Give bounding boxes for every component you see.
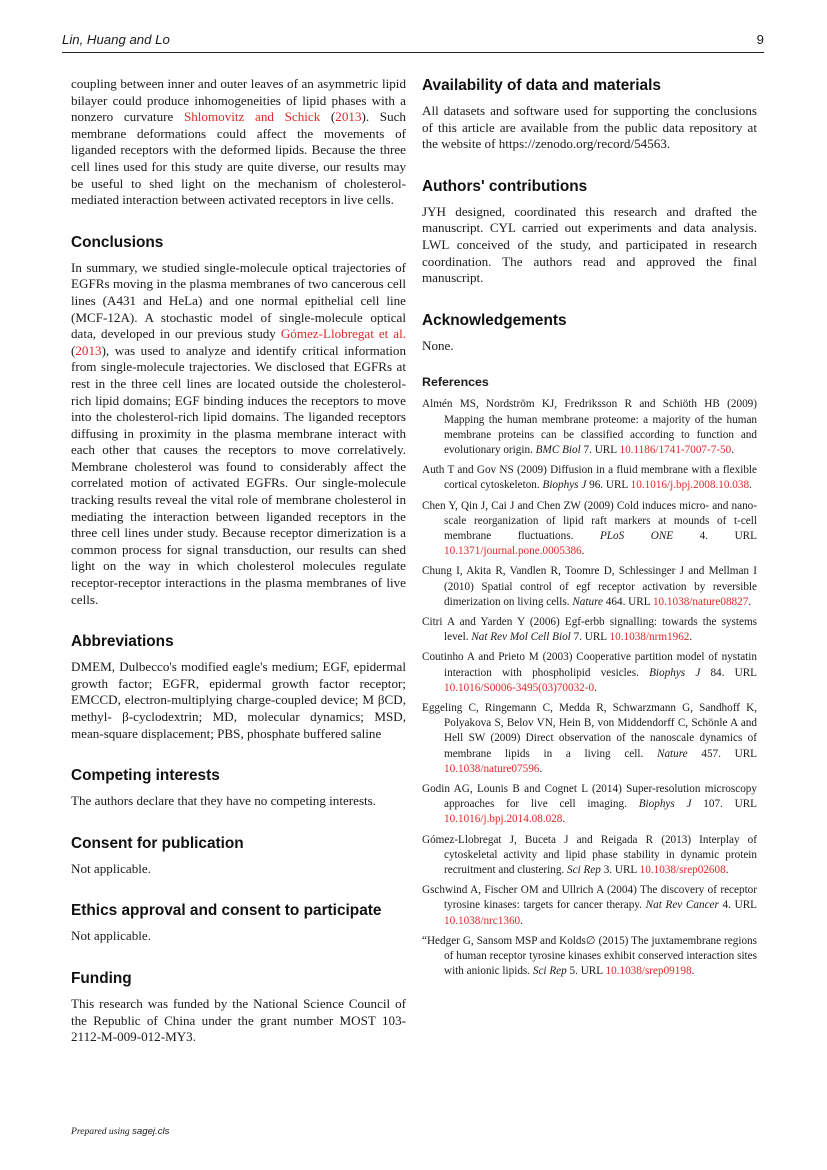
reference-journal: Nat Rev Cancer <box>645 899 719 912</box>
reference-text: . <box>689 631 693 644</box>
reference-text: Godin AG, Lounis B and Cognet L (2014) Super-resolution microscopy approaches for live cell imaging. <box>422 783 757 811</box>
reference-doi-link[interactable]: 10.1016/S0006-3495(03)70032-0 <box>444 681 595 694</box>
page-footer <box>71 1126 169 1137</box>
reference-text: Eggeling C, Ringemann C, Medda R, Schwarzmann G, Sandhoff K, Polyakova S, Belov VN, Hein B, von Middendorff C, Schönle A and Hell SW (2009) Direct observation of the nanoscale dynamics of membrane lipids in a living cell. <box>422 702 757 760</box>
running-header-authors: Lin, Huang and Lo <box>62 32 170 47</box>
reference-journal: Nature <box>572 595 603 608</box>
right-column <box>422 76 757 979</box>
reference-item <box>422 934 757 980</box>
funding-paragraph: This research was funded by the National Science Council of the Republic of China under the grant number MOST 103-2112-M-009-012-MY3. <box>71 995 406 1045</box>
reference-text: 107. URL <box>691 798 758 811</box>
intro-paragraph: coupling between inner and outer leaves of an asymmetric lipid bilayer could produce inhomogeneities of lipid phases with a nonzero curvature Shlomovitz and Schick (2013). Such membrane deformations could affect the movements of liganded receptors with the deformed lipids. Because the three cell lines used for this study are quite diverse, our results may be useful to shed light on the mechanism of cholesterol-mediated interaction between activated receptors in live cells. <box>71 76 406 208</box>
reference-text: . <box>749 479 752 492</box>
competing-interests-heading: Competing interests <box>71 767 220 785</box>
reference-doi-link[interactable]: 10.1016/j.bpj.2008.10.038 <box>630 479 750 492</box>
reference-doi-link[interactable]: 10.1186/1741-7007-7-50 <box>619 443 732 456</box>
reference-journal: Sci Rep <box>532 965 567 978</box>
citation-year-link[interactable]: 2013 <box>75 342 102 358</box>
reference-text: . <box>520 914 523 927</box>
reference-journal: Biophys J <box>649 666 701 679</box>
reference-text: 3. URL <box>600 864 640 877</box>
reference-doi-link[interactable]: 10.1038/nrc1360 <box>444 914 521 927</box>
reference-journal: Nat Rev Mol Cell Biol <box>471 631 571 644</box>
reference-text: 4. URL <box>718 899 758 912</box>
reference-text: 7. URL <box>570 631 610 644</box>
reference-text: . <box>691 965 695 978</box>
reference-text: Auth T and Gov NS (2009) Diffusion in a fluid membrane with a flexible cortical cytoskeleton. <box>422 464 757 492</box>
reference-doi-link[interactable]: 10.1016/j.bpj.2014.08.028 <box>444 813 563 826</box>
reference-text: 457. URL <box>687 747 757 760</box>
reference-list <box>422 397 757 979</box>
reference-text: Chen Y, Qin J, Cai J and Chen ZW (2009) Cold induces micro- and nano-scale reorganization of lipid raft markers at mounds of t-cell membrane fluctuations. <box>422 499 757 542</box>
reference-text: 96. URL <box>586 479 631 492</box>
conclusions-paragraph: In summary, we studied single-molecule optical trajectories of EGFRs moving in the plasma membranes of two cancerous cell lines (A431 and HeLa) and one normal epithelial cell line (MCF-12A). A stochastic model of single-molecule optical data, developed in our previous study Gómez-Llobregat et al. (2013), was used to analyze and identify critical information from single-molecule trajectories. We disclosed that EGFRs at rest in the three cell lines are located outside the cholesterol-rich lipid domains; EGF binding induces the receptors to move into the cholesterol-rich lipid domains. The liganded receptors diffusing in proximity in the plasma membrane interact with each other that causes the receptors to move correlatively. Membrane cholesterol was found to considerably affect the correlated motion of activated EGFRs. Our single-molecule tracking results reveal the vital role of membrane cholesterol in mediating the interaction between liganded receptors in the three cell lines under study. Because receptor dimerization is a common process for signal transduction, our results can shed light on the way in which cholesterol molecules regulate receptor-receptor interactions in the plasma membranes of live cells. <box>71 259 406 607</box>
reference-text: 7. URL <box>580 443 620 456</box>
reference-text: Gómez-Llobregat J, Buceta J and Reigada R (2013) Interplay of cytoskeletal activity and lipid phase stability in dynamic protein recruitment and clustering. <box>422 833 757 877</box>
reference-item <box>422 701 757 777</box>
reference-item <box>422 883 757 929</box>
conclusions-heading: Conclusions <box>71 233 164 251</box>
running-header <box>62 28 764 53</box>
reference-text: 4. URL <box>673 529 757 542</box>
reference-text: . <box>581 545 585 558</box>
references-heading: References <box>422 375 489 390</box>
reference-journal: Biophys J <box>638 798 692 811</box>
footer-class-file: sagej.cls <box>132 1126 170 1137</box>
reference-text: Coutinho A and Prieto M (2003) Cooperative partition model of nystatin interaction with phospholipid vesicles. <box>422 651 757 679</box>
abbreviations-heading: Abbreviations <box>71 633 174 651</box>
abbreviations-paragraph: DMEM, Dulbecco's modified eagle's medium; EGF, epidermal growth factor; EGFR, epidermal growth factor receptor; EMCCD, electron-multiplying charge-coupled device; M βCD, methyl- β-cyclodextrin; MD, molecular dynamics; MSD, mean-square displacement; PBS, phosphate buffered saline <box>71 659 406 741</box>
availability-heading: Availability of data and materials <box>422 77 661 94</box>
reference-text: . <box>539 762 543 775</box>
reference-text: . <box>594 681 597 694</box>
reference-journal: Biophys J <box>542 479 587 492</box>
reference-text: Gschwind A, Fischer OM and Ullrich A (2004) The discovery of receptor tyrosine kinases: targets for cancer therapy. <box>422 884 757 912</box>
reference-text: “Hedger G, Sansom MSP and Kolds∅ (2015) The juxtamembrane regions of human receptor tyrosine kinases exhibit conserved interaction sites with anionic lipids. <box>422 934 757 978</box>
acknowledgements-paragraph: None. <box>422 337 454 353</box>
reference-item <box>422 463 757 493</box>
reference-text: 84. URL <box>700 666 757 679</box>
reference-text: . <box>731 443 735 456</box>
reference-journal: BMC Biol <box>535 443 581 456</box>
reference-journal: PLoS ONE <box>599 529 674 542</box>
reference-item <box>422 615 757 645</box>
availability-paragraph: All datasets and software used for supporting the conclusions of this article are available from the public data repository at the website of https://zenodo.org/record/54563. <box>422 103 757 152</box>
reference-text: Almén MS, Nordström KJ, Fredriksson R and Schiöth HB (2009) Mapping the human membrane proteome: a majority of the human membrane proteins can be classified according to function and evolutionary origin. <box>422 398 757 456</box>
reference-item <box>422 564 757 610</box>
reference-item <box>422 397 757 458</box>
consent-heading: Consent for publication <box>71 834 244 852</box>
ethics-paragraph: Not applicable. <box>71 928 151 944</box>
reference-text: 464. URL <box>603 595 653 608</box>
contributions-heading: Authors' contributions <box>422 177 588 195</box>
reference-doi-link[interactable]: 10.1038/srep09198 <box>605 965 692 978</box>
acknowledgements-heading: Acknowledgements <box>422 311 567 329</box>
reference-item <box>422 650 757 696</box>
reference-item <box>422 833 757 879</box>
reference-text: 5. URL <box>566 965 606 978</box>
reference-doi-link[interactable]: 10.1038/nature07596 <box>444 762 540 775</box>
citation-link[interactable]: Gómez-Llobregat et al. <box>280 326 406 342</box>
funding-heading: Funding <box>71 969 132 987</box>
ethics-heading: Ethics approval and consent to participate <box>71 902 382 920</box>
reference-text: Chung I, Akita R, Vandlen R, Toomre D, Schlessinger J and Mellman I (2010) Spatial control of egf receptor activation by reversible dimerization on living cells. <box>422 565 757 608</box>
left-column <box>71 76 406 1046</box>
reference-item <box>422 782 757 828</box>
reference-journal: Sci Rep <box>567 864 601 877</box>
reference-doi-link[interactable]: 10.1038/nrm1962 <box>609 631 690 644</box>
reference-doi-link[interactable]: 10.1371/journal.pone.0005386 <box>444 545 582 558</box>
reference-text: . <box>562 813 566 826</box>
contributions-paragraph: JYH designed, coordinated this research and drafted the manuscript. CYL carried out experiments and data analysis. LWL conceived of the study, and participated in research coordination. The authors read and approved the final manuscript. <box>422 203 757 286</box>
reference-text: . <box>725 864 729 877</box>
page-number: 9 <box>756 32 764 47</box>
reference-journal: Nature <box>656 747 688 760</box>
footer-prefix: Prepared using <box>71 1126 133 1137</box>
citation-year-link[interactable]: 2013 <box>335 109 362 125</box>
reference-doi-link[interactable]: 10.1038/srep02608 <box>639 864 726 877</box>
reference-text: . <box>748 595 752 608</box>
citation-link[interactable]: Shlomovitz and Schick <box>183 109 321 125</box>
reference-text: Citri A and Yarden Y (2006) Egf-erbb signalling: towards the systems level. <box>422 615 757 644</box>
reference-item <box>422 499 757 560</box>
reference-doi-link[interactable]: 10.1038/nature08827 <box>652 595 749 608</box>
consent-paragraph: Not applicable. <box>71 860 151 876</box>
competing-interests-paragraph: The authors declare that they have no competing interests. <box>71 793 377 809</box>
